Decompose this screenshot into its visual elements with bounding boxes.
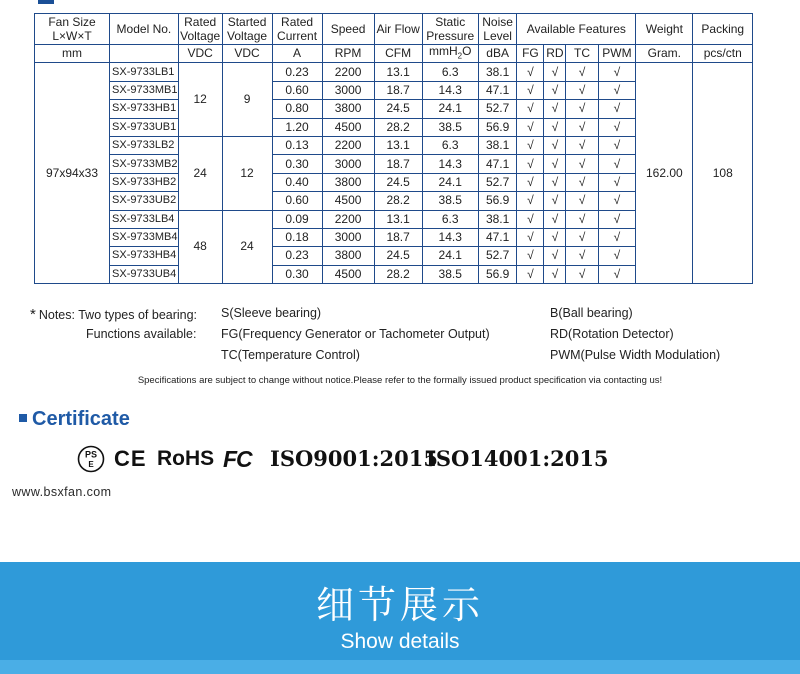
ce-logo: CE — [114, 446, 147, 471]
banner-stripe — [0, 660, 800, 674]
details-banner — [0, 562, 800, 674]
rd-check-cell: √ — [544, 155, 566, 173]
airflow-cell: 13.1 — [374, 210, 422, 228]
pressure-cell: 38.5 — [422, 192, 478, 210]
unit-model-blank — [110, 45, 179, 63]
airflow-cell: 18.7 — [374, 228, 422, 246]
fcc-logo: FC — [223, 446, 252, 472]
tc-check-cell: √ — [566, 100, 598, 118]
noise-cell: 56.9 — [478, 192, 517, 210]
current-cell: 0.80 — [272, 100, 322, 118]
tc-check-cell: √ — [566, 155, 598, 173]
airflow-cell: 24.5 — [374, 100, 422, 118]
speed-cell: 2200 — [322, 136, 374, 154]
tc-check-cell: √ — [566, 192, 598, 210]
fg-check-cell: √ — [517, 173, 544, 191]
unit-fan-size: mm — [35, 45, 110, 63]
tc-check-cell: √ — [566, 265, 598, 283]
rated-voltage-cell: 12 — [178, 63, 222, 137]
unit-rd: RD — [544, 45, 566, 63]
weight-cell: 162.00 — [636, 63, 693, 284]
notes-bearing-label: * Notes: Two types of bearing: — [30, 306, 198, 323]
model-cell: SX-9733MB2 — [110, 155, 179, 173]
notes-ball: B(Ball bearing) — [550, 306, 633, 320]
current-cell: 0.18 — [272, 228, 322, 246]
current-cell: 0.09 — [272, 210, 322, 228]
fg-check-cell: √ — [517, 210, 544, 228]
current-cell: 0.23 — [272, 247, 322, 265]
unit-weight: Gram. — [636, 45, 693, 63]
pressure-cell: 24.1 — [422, 173, 478, 191]
packing-cell: 108 — [693, 63, 753, 284]
header-static-pressure: Static Pressure — [422, 14, 478, 45]
model-cell: SX-9733HB2 — [110, 173, 179, 191]
notes-pwm: PWM(Pulse Width Modulation) — [550, 348, 721, 362]
unit-rated-current: A — [272, 45, 322, 63]
rd-check-cell: √ — [544, 63, 566, 81]
rd-check-cell: √ — [544, 192, 566, 210]
noise-cell: 52.7 — [478, 247, 517, 265]
noise-cell: 38.1 — [478, 210, 517, 228]
banner-subtitle-en: Show details — [340, 630, 460, 653]
rd-check-cell: √ — [544, 247, 566, 265]
speed-cell: 4500 — [322, 265, 374, 283]
current-cell: 0.60 — [272, 192, 322, 210]
model-cell: SX-9733UB1 — [110, 118, 179, 136]
speed-cell: 2200 — [322, 63, 374, 81]
unit-speed: RPM — [322, 45, 374, 63]
pwm-check-cell: √ — [598, 247, 636, 265]
model-cell: SX-9733LB1 — [110, 63, 179, 81]
header-speed: Speed — [322, 14, 374, 45]
header-packing: Packing — [693, 14, 753, 45]
unit-started-voltage: VDC — [222, 45, 272, 63]
noise-cell: 38.1 — [478, 63, 517, 81]
unit-rated-voltage: VDC — [178, 45, 222, 63]
current-cell: 0.40 — [272, 173, 322, 191]
pressure-cell: 24.1 — [422, 247, 478, 265]
current-cell: 0.30 — [272, 155, 322, 173]
fg-check-cell: √ — [517, 247, 544, 265]
pressure-cell: 6.3 — [422, 136, 478, 154]
pressure-cell: 38.5 — [422, 118, 478, 136]
model-cell: SX-9733UB4 — [110, 265, 179, 283]
current-cell: 1.20 — [272, 118, 322, 136]
fg-check-cell: √ — [517, 118, 544, 136]
tc-check-cell: √ — [566, 81, 598, 99]
fg-check-cell: √ — [517, 81, 544, 99]
rd-check-cell: √ — [544, 265, 566, 283]
model-cell: SX-9733MB1 — [110, 81, 179, 99]
rd-check-cell: √ — [544, 136, 566, 154]
pressure-cell: 6.3 — [422, 210, 478, 228]
fg-check-cell: √ — [517, 265, 544, 283]
fg-check-cell: √ — [517, 155, 544, 173]
notes-sleeve: S(Sleeve bearing) — [221, 306, 322, 320]
svg-text:PS: PS — [84, 449, 98, 460]
tc-check-cell: √ — [566, 118, 598, 136]
speed-cell: 4500 — [322, 118, 374, 136]
rd-check-cell: √ — [544, 81, 566, 99]
pwm-check-cell: √ — [598, 155, 636, 173]
airflow-cell: 28.2 — [374, 265, 422, 283]
unit-air-flow: CFM — [374, 45, 422, 63]
header-weight: Weight — [636, 14, 693, 45]
iso9001-logo: ISO9001:2015 — [270, 446, 438, 471]
header-noise-level: Noise Level — [478, 14, 517, 45]
speed-cell: 4500 — [322, 192, 374, 210]
speed-cell: 3800 — [322, 173, 374, 191]
rd-check-cell: √ — [544, 100, 566, 118]
tc-check-cell: √ — [566, 136, 598, 154]
speed-cell: 3000 — [322, 155, 374, 173]
rd-check-cell: √ — [544, 228, 566, 246]
pwm-check-cell: √ — [598, 265, 636, 283]
pse-logo — [76, 442, 106, 476]
model-cell: SX-9733LB2 — [110, 136, 179, 154]
speed-cell: 3800 — [322, 100, 374, 118]
airflow-cell: 28.2 — [374, 118, 422, 136]
unit-pwm: PWM — [598, 45, 636, 63]
header-started-voltage: Started Voltage — [222, 14, 272, 45]
banner-title-cn: 细节展示 — [315, 585, 484, 627]
pwm-check-cell: √ — [598, 228, 636, 246]
svg-text:E: E — [88, 459, 94, 469]
pwm-check-cell: √ — [598, 173, 636, 191]
header-available-features: Available Features — [517, 14, 636, 45]
header-fan-size: Fan Size L×W×T — [35, 14, 110, 45]
tc-check-cell: √ — [566, 63, 598, 81]
airflow-cell: 24.5 — [374, 173, 422, 191]
pressure-cell: 14.3 — [422, 228, 478, 246]
started-voltage-cell: 12 — [222, 136, 272, 210]
noise-cell: 52.7 — [478, 173, 517, 191]
iso14001-logo: ISO14001:2015 — [426, 446, 609, 471]
noise-cell: 47.1 — [478, 228, 517, 246]
current-cell: 0.23 — [272, 63, 322, 81]
table-units-row — [35, 45, 753, 63]
unit-packing: pcs/ctn — [693, 45, 753, 63]
speed-cell: 2200 — [322, 210, 374, 228]
pressure-cell: 6.3 — [422, 63, 478, 81]
pwm-check-cell: √ — [598, 210, 636, 228]
noise-cell: 56.9 — [478, 265, 517, 283]
tc-check-cell: √ — [566, 228, 598, 246]
rd-check-cell: √ — [544, 210, 566, 228]
fg-check-cell: √ — [517, 228, 544, 246]
unit-noise-level: dBA — [478, 45, 517, 63]
speed-cell: 3000 — [322, 81, 374, 99]
rohs-logo: RoHS — [157, 447, 215, 470]
header-rated-current: Rated Current — [272, 14, 322, 45]
model-cell: SX-9733HB1 — [110, 100, 179, 118]
pwm-check-cell: √ — [598, 192, 636, 210]
website-url: www.bsxfan.com — [12, 485, 112, 499]
airflow-cell: 18.7 — [374, 155, 422, 173]
noise-cell: 56.9 — [478, 118, 517, 136]
noise-cell: 47.1 — [478, 81, 517, 99]
unit-fg: FG — [517, 45, 544, 63]
spec-table — [34, 13, 753, 284]
pressure-cell: 14.3 — [422, 155, 478, 173]
pressure-cell: 14.3 — [422, 81, 478, 99]
pressure-cell: 24.1 — [422, 100, 478, 118]
started-voltage-cell: 24 — [222, 210, 272, 284]
noise-cell: 38.1 — [478, 136, 517, 154]
square-bullet-icon — [19, 414, 27, 422]
notes-asterisk: * — [30, 306, 36, 323]
model-cell: SX-9733MB4 — [110, 228, 179, 246]
fg-check-cell: √ — [517, 63, 544, 81]
rated-voltage-cell: 48 — [178, 210, 222, 284]
tc-check-cell: √ — [566, 210, 598, 228]
pwm-check-cell: √ — [598, 100, 636, 118]
pressure-cell: 38.5 — [422, 265, 478, 283]
table-row — [35, 63, 753, 81]
started-voltage-cell: 9 — [222, 63, 272, 137]
notes-functions-label: Functions available: — [86, 327, 197, 341]
current-cell: 0.30 — [272, 265, 322, 283]
notes-tc: TC(Temperature Control) — [221, 348, 360, 362]
notes-fg: FG(Frequency Generator or Tachometer Output) — [221, 327, 490, 341]
airflow-cell: 13.1 — [374, 63, 422, 81]
current-cell: 0.13 — [272, 136, 322, 154]
airflow-cell: 18.7 — [374, 81, 422, 99]
fan-size-cell: 97x94x33 — [35, 63, 110, 284]
rated-voltage-cell: 24 — [178, 136, 222, 210]
model-cell: SX-9733HB4 — [110, 247, 179, 265]
pwm-check-cell: √ — [598, 136, 636, 154]
fg-check-cell: √ — [517, 100, 544, 118]
airflow-cell: 28.2 — [374, 192, 422, 210]
noise-cell: 47.1 — [478, 155, 517, 173]
current-cell: 0.60 — [272, 81, 322, 99]
pwm-check-cell: √ — [598, 118, 636, 136]
airflow-cell: 24.5 — [374, 247, 422, 265]
noise-cell: 52.7 — [478, 100, 517, 118]
table-header-row — [35, 14, 753, 45]
speed-cell: 3000 — [322, 228, 374, 246]
header-air-flow: Air Flow — [374, 14, 422, 45]
unit-tc: TC — [566, 45, 598, 63]
header-model-no: Model No. — [110, 14, 179, 45]
fg-check-cell: √ — [517, 192, 544, 210]
header-accent-bar — [38, 0, 54, 4]
unit-static-pressure: mmH$_2$O — [422, 45, 478, 63]
notes-rd: RD(Rotation Detector) — [550, 327, 674, 341]
tc-check-cell: √ — [566, 247, 598, 265]
speed-cell: 3800 — [322, 247, 374, 265]
fg-check-cell: √ — [517, 136, 544, 154]
header-rated-voltage: Rated Voltage — [180, 15, 221, 43]
rd-check-cell: √ — [544, 173, 566, 191]
pwm-check-cell: √ — [598, 63, 636, 81]
model-cell: SX-9733UB2 — [110, 192, 179, 210]
rd-check-cell: √ — [544, 118, 566, 136]
tc-check-cell: √ — [566, 173, 598, 191]
disclaimer: Specifications are subject to change without notice.Please refer to the formally issued product specification via contacting us! — [137, 375, 663, 386]
pwm-check-cell: √ — [598, 81, 636, 99]
model-cell: SX-9733LB4 — [110, 210, 179, 228]
airflow-cell: 13.1 — [374, 136, 422, 154]
certificate-heading: Certificate — [19, 408, 130, 431]
